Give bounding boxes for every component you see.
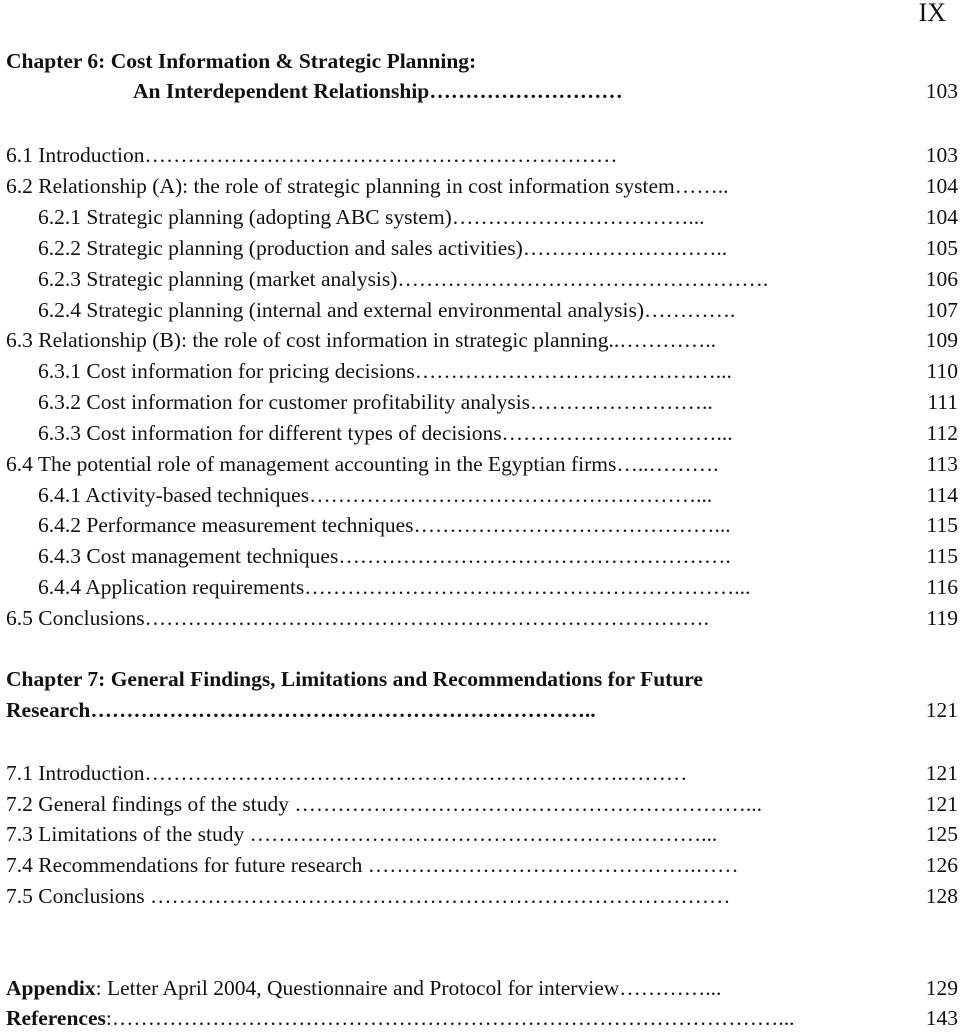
chapter-7-page: 121 xyxy=(925,698,958,722)
toc-entry-6-2-3[interactable] xyxy=(0,264,960,294)
toc-entry-page: 103 xyxy=(925,143,958,167)
toc-entry-7-5[interactable] xyxy=(0,881,960,911)
toc-entry-6-3-3[interactable] xyxy=(0,418,960,448)
toc-entry-6-2-2[interactable] xyxy=(0,233,960,263)
toc-entry-text: 6.5 Conclusions……………………………………………………………………. xyxy=(6,606,709,630)
chapter-6-title-line1: Chapter 6: Cost Information & Strategic Planning: xyxy=(6,49,477,73)
toc-entry-text: 7.4 Recommendations for future research ……………………………………….…… xyxy=(6,853,739,877)
toc-entry-page: 104 xyxy=(925,174,958,198)
toc-entry-6-2[interactable] xyxy=(0,171,960,201)
toc-entry-text: 6.1 Introduction………………………………………………………… xyxy=(6,143,618,167)
toc-entry-text: 6.4.3 Cost management techniques………………………………………………. xyxy=(38,544,731,568)
toc-entry-6-2-1[interactable] xyxy=(0,202,960,232)
toc-entry-text: 6.3.2 Cost information for customer profitability analysis…………………….. xyxy=(38,390,713,414)
toc-entry-6-2-4[interactable] xyxy=(0,295,960,325)
chapter-7-title[interactable] xyxy=(0,664,960,694)
toc-entry-references[interactable] xyxy=(0,1003,960,1033)
toc-entry-text: 7.1 Introduction………………………………………………………….……… xyxy=(6,761,688,785)
toc-entry-text: 7.3 Limitations of the study ………………………………………………………... xyxy=(6,822,718,846)
toc-entry-text: 6.3 Relationship (B): the role of cost information in strategic planning..………….. xyxy=(6,328,716,352)
toc-entry-text: 6.2 Relationship (A): the role of strategic planning in cost information system…….. xyxy=(6,174,729,198)
chapter-7-title-line2: Research…………………………………………………………….. xyxy=(6,698,596,722)
chapter-6-title-line2: An Interdependent Relationship……………………… xyxy=(133,79,623,103)
toc-entry-page: 121 xyxy=(925,792,958,816)
toc-entry-6-3-1[interactable] xyxy=(0,356,960,386)
toc-entry-6-1[interactable] xyxy=(0,140,960,170)
toc-entry-page: 119 xyxy=(926,606,958,630)
appendix-text: : Letter April 2004, Questionnaire and Protocol for interview…………... xyxy=(95,976,722,1000)
toc-entry-page: 114 xyxy=(926,483,958,507)
appendix-label: Appendix xyxy=(6,976,96,1000)
toc-entry-text: 6.2.1 Strategic planning (adopting ABC system)……………………………... xyxy=(38,205,705,229)
toc-entry-text: 6.3.3 Cost information for different types of decisions…………………………... xyxy=(38,421,733,445)
toc-entry-page: 111 xyxy=(927,390,958,414)
toc-entry-6-4-4[interactable] xyxy=(0,572,960,602)
toc-entry-6-4[interactable] xyxy=(0,449,960,479)
toc-entry-page: 112 xyxy=(926,421,958,445)
toc-entry-page: 110 xyxy=(926,359,958,383)
toc-entry-page: 116 xyxy=(926,575,958,599)
toc-entry-text: 6.4.1 Activity-based techniques………………………………………………... xyxy=(38,483,713,507)
toc-entry-6-3-2[interactable] xyxy=(0,387,960,417)
toc-entry-text: 6.4 The potential role of management accounting in the Egyptian firms…..………. xyxy=(6,452,719,476)
page-number: IX xyxy=(918,0,946,27)
references-text: :…………………………………………………………………………………... xyxy=(105,1006,795,1030)
toc-entry-page: 113 xyxy=(926,452,958,476)
toc-entry-text: 6.2.3 Strategic planning (market analysis)……………………………………………. xyxy=(38,267,769,291)
toc-entry-text: 7.2 General findings of the study ………………………………………………………... xyxy=(6,792,763,816)
toc-entry-text: 6.3.1 Cost information for pricing decisions……………………………………... xyxy=(38,359,732,383)
references-label: References xyxy=(6,1006,106,1030)
toc-entry-page: 115 xyxy=(926,544,958,568)
chapter-6-title[interactable] xyxy=(0,46,960,76)
toc-entry-6-4-1[interactable] xyxy=(0,480,960,510)
references-page: 143 xyxy=(925,1006,958,1030)
toc-entry-text: 6.2.2 Strategic planning (production and sales activities)……………………….. xyxy=(38,236,728,260)
toc-entry-7-4[interactable] xyxy=(0,850,960,880)
toc-entry-page: 104 xyxy=(925,205,958,229)
toc-entry-7-3[interactable] xyxy=(0,819,960,849)
toc-entry-page: 125 xyxy=(925,822,958,846)
toc-entry-page: 107 xyxy=(925,298,958,322)
toc-entry-7-2[interactable] xyxy=(0,789,960,819)
appendix-page: 129 xyxy=(925,976,958,1000)
toc-entry-text: 7.5 Conclusions ……………………………………………………………………… xyxy=(6,884,731,908)
chapter-6-page: 103 xyxy=(925,79,958,103)
toc-entry-page: 128 xyxy=(925,884,958,908)
toc-entry-6-5[interactable] xyxy=(0,603,960,633)
toc-entry-page: 106 xyxy=(925,267,958,291)
toc-entry-text: 6.4.2 Performance measurement techniques……………………………………... xyxy=(38,513,731,537)
chapter-7-title-line1: Chapter 7: General Findings, Limitations and Recommendations for Future xyxy=(6,667,703,691)
toc-entry-page: 109 xyxy=(925,328,958,352)
toc-entry-text: 6.2.4 Strategic planning (internal and external environmental analysis)…………. xyxy=(38,298,736,322)
toc-entry-page: 126 xyxy=(925,853,958,877)
toc-entry-page: 105 xyxy=(925,236,958,260)
toc-entry-appendix[interactable] xyxy=(0,973,960,1003)
chapter-6-title-row[interactable] xyxy=(0,76,960,106)
toc-entry-page: 121 xyxy=(925,761,958,785)
toc-entry-6-4-3[interactable] xyxy=(0,541,960,571)
toc-entry-7-1[interactable] xyxy=(0,758,960,788)
toc-entry-6-4-2[interactable] xyxy=(0,510,960,540)
toc-entry-page: 115 xyxy=(926,513,958,537)
toc-entry-6-3[interactable] xyxy=(0,325,960,355)
chapter-7-title-row[interactable] xyxy=(0,695,960,725)
toc-entry-text: 6.4.4 Application requirements……………………………………………………... xyxy=(38,575,751,599)
